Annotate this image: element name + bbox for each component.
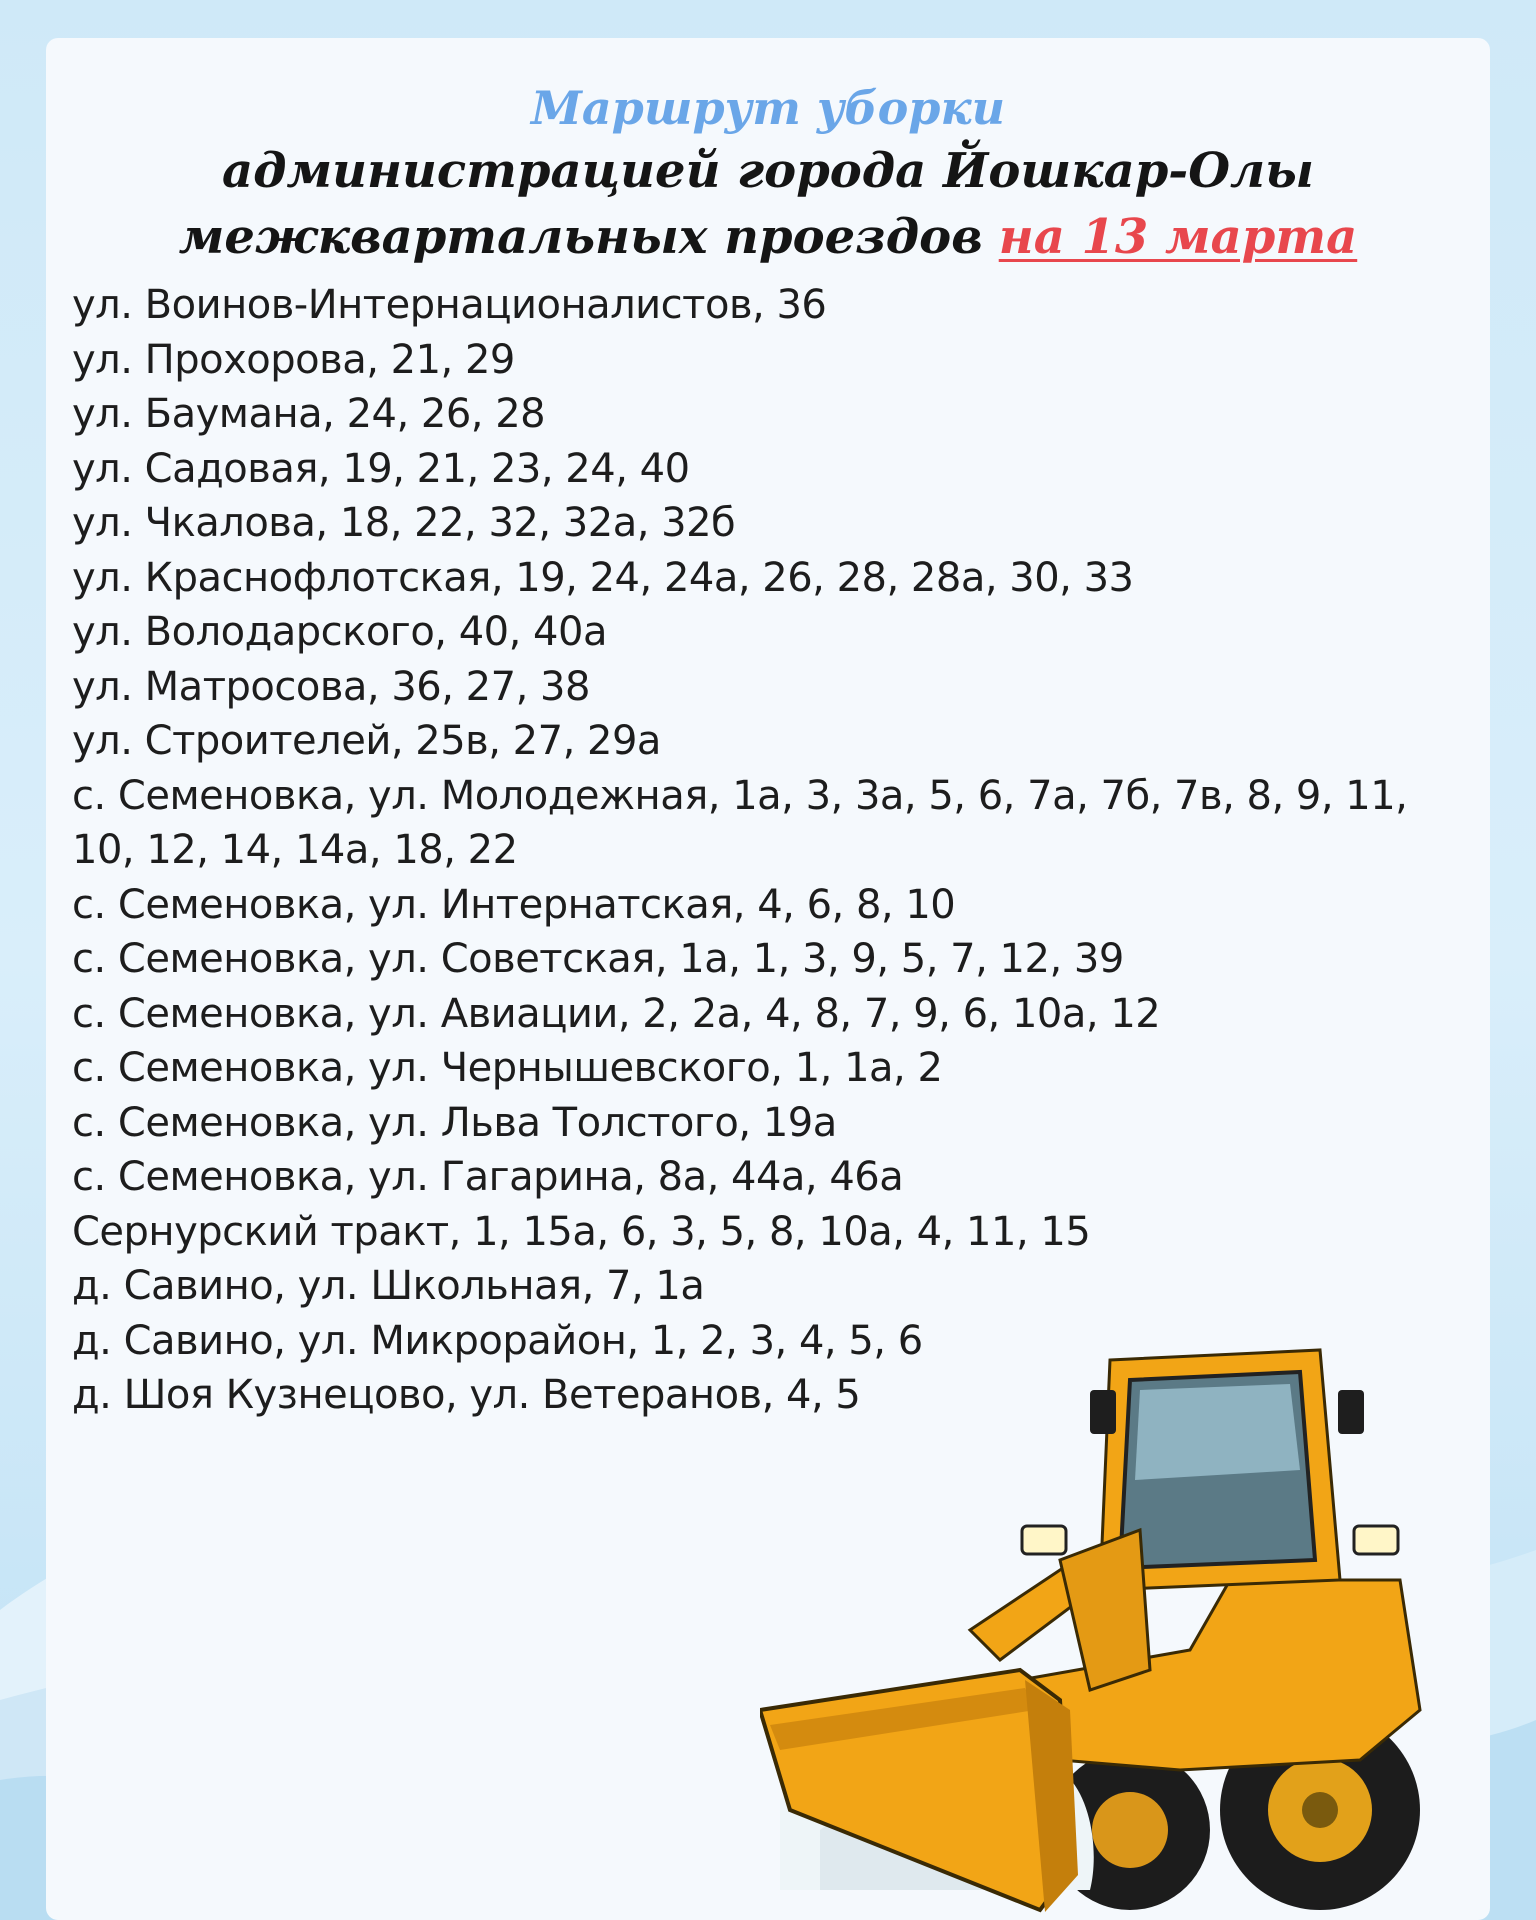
address-item: ул. Матросова, 36, 27, 38 (72, 663, 590, 710)
address-item: ул. Баумана, 24, 26, 28 (72, 391, 546, 437)
title-passages (46, 204, 1490, 270)
title-passages-text: межквартальных проездов (178, 209, 983, 265)
address-item: ул. Володарского, 40, 40а (72, 609, 607, 655)
title-route: Маршрут уборки (530, 81, 1006, 135)
address-item: ул. Садовая, 19, 21, 23, 24, 40 (72, 445, 690, 492)
address-item: д. Савино, ул. Школьная, 7, 1а (72, 1263, 705, 1309)
title-block (46, 78, 1490, 270)
address-item: Сернурский тракт, 1, 15а, 6, 3, 5, 8, 10а, 4, 11, 15 (72, 1208, 1091, 1255)
address-item: ул. Чкалова, 18, 22, 32, 32а, 32б (72, 500, 736, 546)
wheel-loader-icon (760, 1330, 1480, 1920)
address-item: с. Семеновка, ул. Интернатская, 4, 6, 8, 10 (72, 881, 956, 928)
address-item: с. Семеновка, ул. Льва Толстого, 19а (72, 1099, 837, 1146)
address-item: с. Семеновка, ул. Авиации, 2, 2а, 4, 8, 7, 9, 6, 10а, 12 (72, 990, 1161, 1037)
address-item: с. Семеновка, ул. Чернышевского, 1, 1а, 2 (72, 1045, 943, 1091)
address-list (72, 278, 1472, 1423)
address-item: с. Семеновка, ул. Молодежная, 1а, 3, 3а, 5, 6, 7а, 7б, 7в, 8, 9, 11, 10, 12, 14, 14а, 18, 22 (72, 772, 1408, 873)
address-item: ул. Краснофлотская, 19, 24, 24а, 26, 28, 28а, 30, 33 (72, 554, 1134, 601)
address-item: ул. Прохорова, 21, 29 (72, 336, 515, 383)
title-administration: администрацией города Йошкар-Олы (222, 143, 1314, 199)
address-item: ул. Строителей, 25в, 27, 29а (72, 718, 661, 764)
address-item: ул. Воинов-Интернационалистов, 36 (72, 282, 827, 328)
address-item: д. Шоя Кузнецово, ул. Ветеранов, 4, 5 (72, 1372, 861, 1418)
address-item: с. Семеновка, ул. Гагарина, 8а, 44а, 46а (72, 1154, 904, 1200)
title-date: на 13 марта (998, 209, 1358, 265)
address-item: д. Савино, ул. Микрорайон, 1, 2, 3, 4, 5, 6 (72, 1317, 923, 1364)
address-item: с. Семеновка, ул. Советская, 1а, 1, 3, 9, 5, 7, 12, 39 (72, 936, 1124, 982)
